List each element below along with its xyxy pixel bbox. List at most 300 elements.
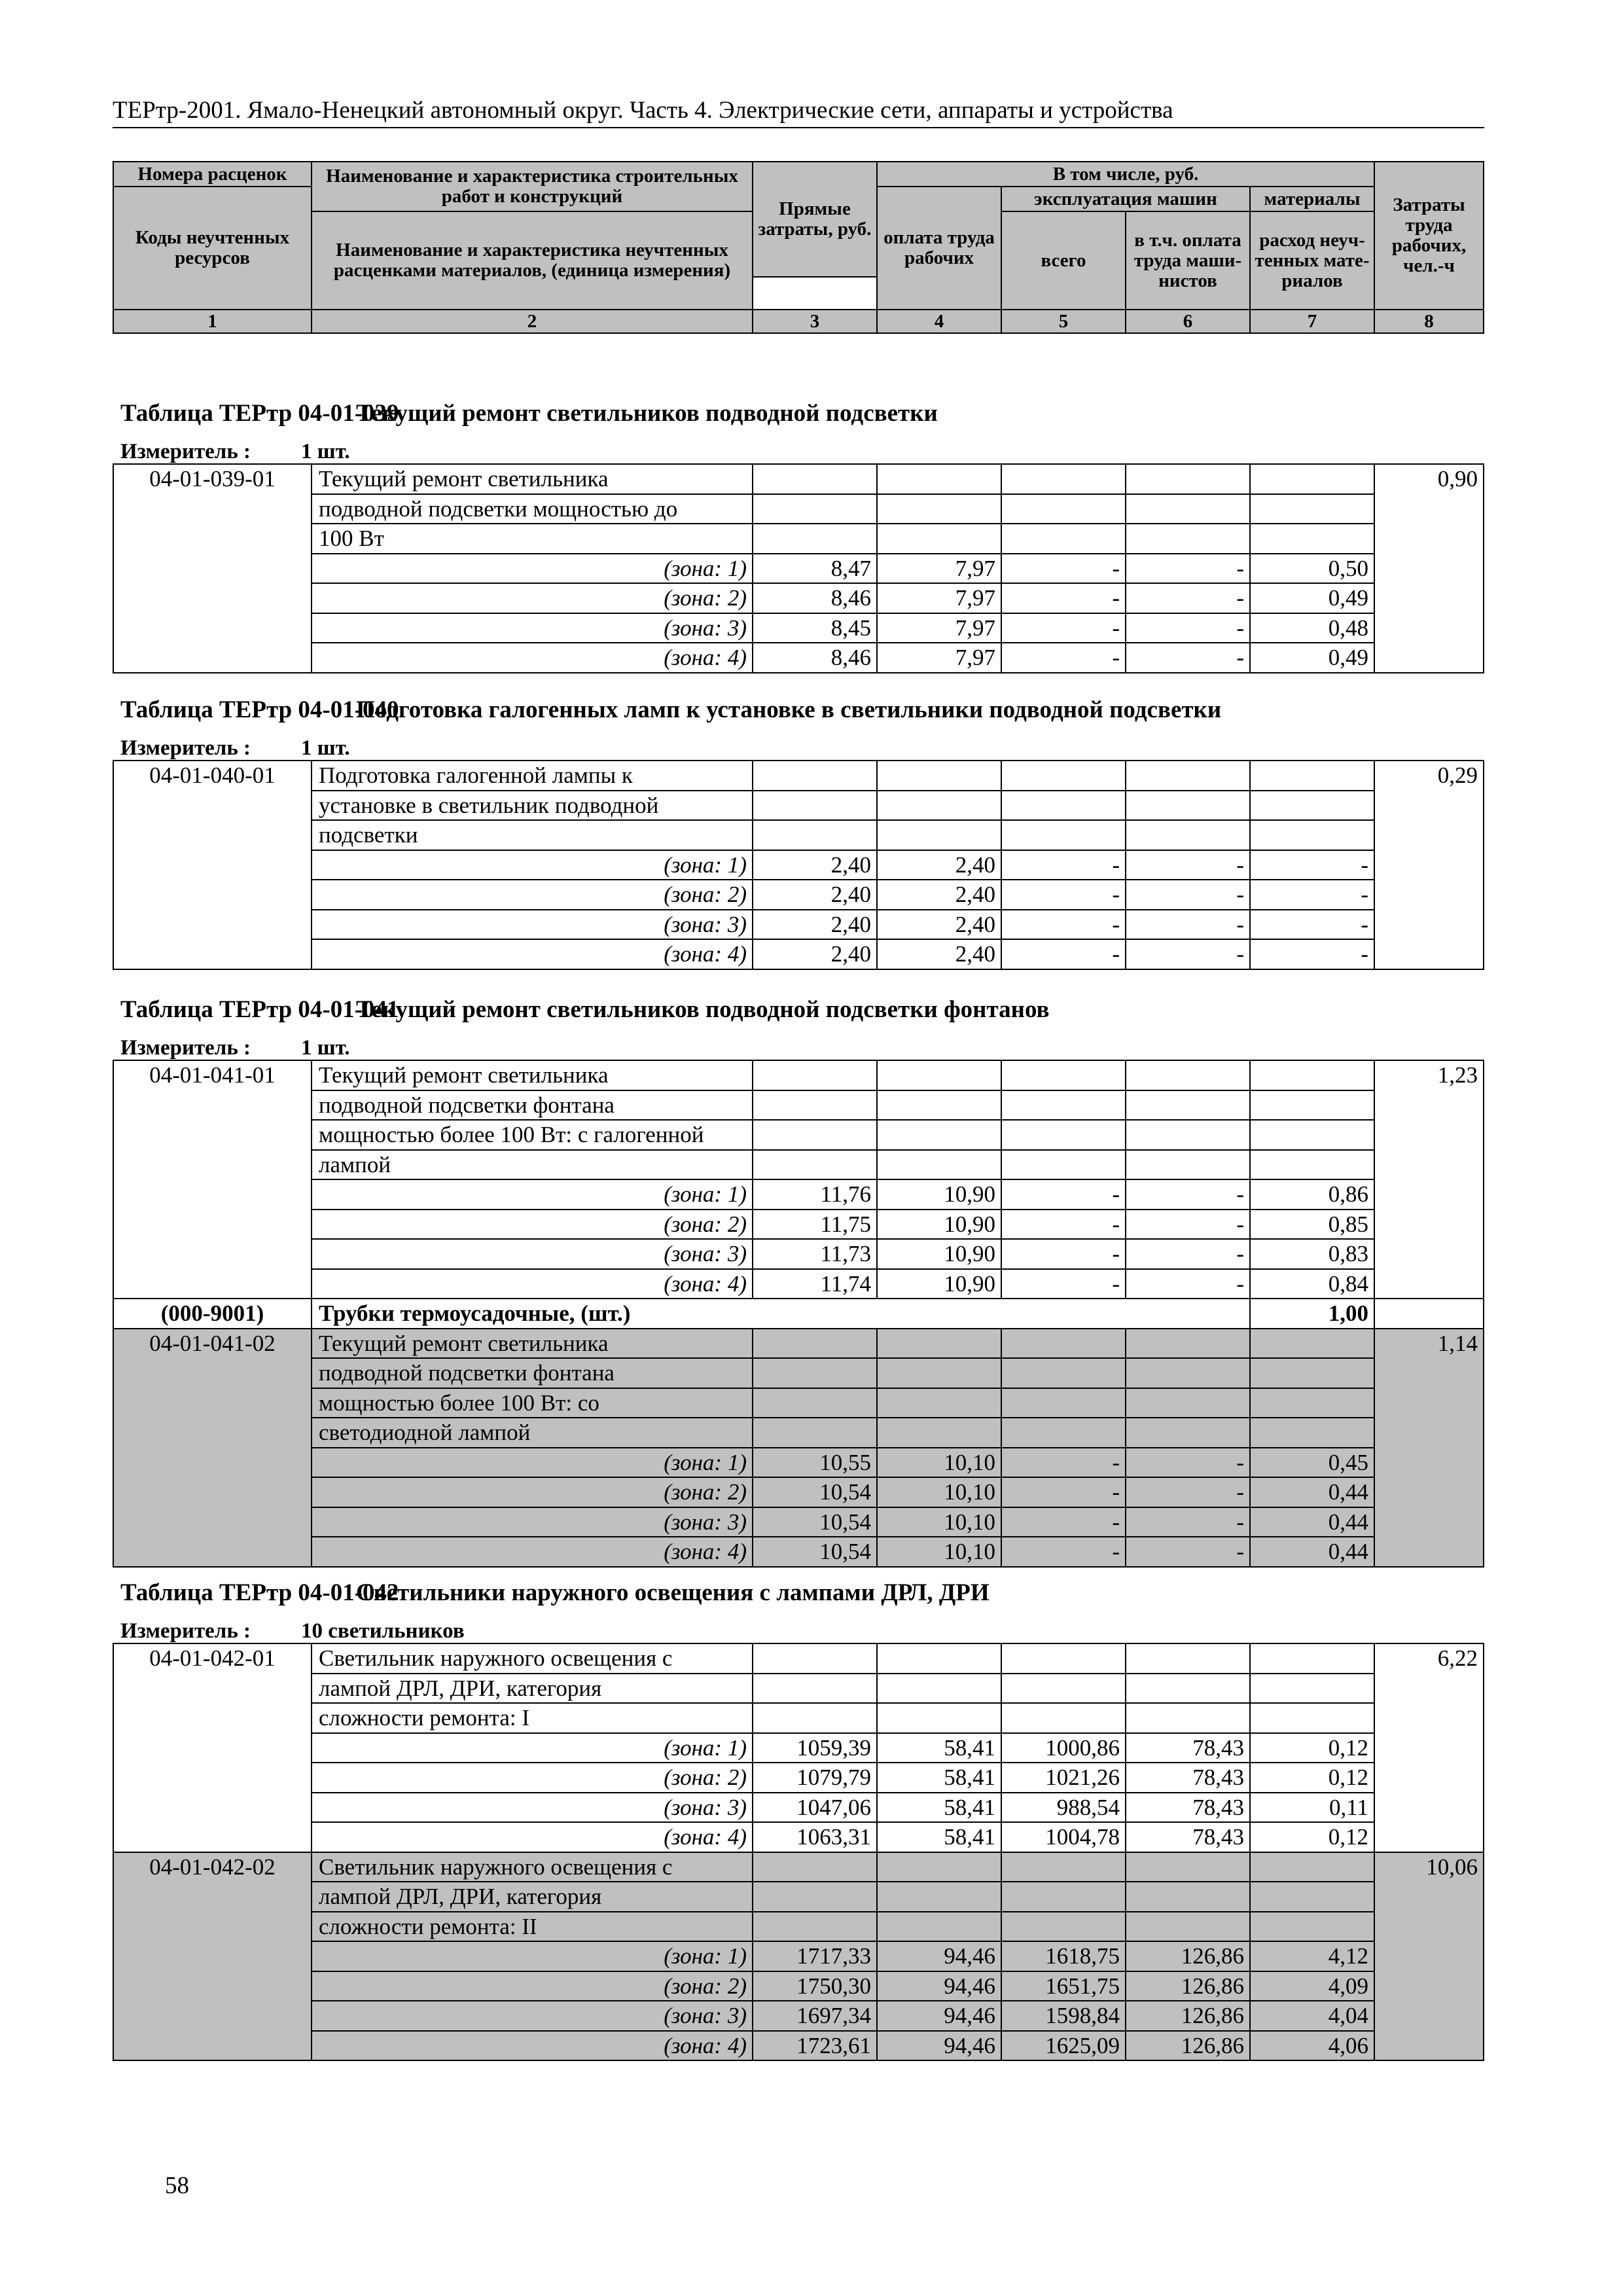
labor-cost: 1,23 — [1374, 1060, 1484, 1299]
empty-cell — [1250, 1358, 1374, 1388]
materials-cost: 0,45 — [1250, 1448, 1374, 1478]
empty-cell — [753, 464, 877, 494]
empty-cell — [1001, 524, 1126, 554]
rate-code: 04-01-042-02 — [113, 1852, 312, 2061]
empty-cell — [1250, 1643, 1374, 1674]
table-row — [113, 1448, 1484, 1478]
table-row — [113, 1912, 1484, 1942]
empty-cell — [877, 1388, 1001, 1418]
measure-label: Измеритель : — [120, 1036, 251, 1060]
table-row — [113, 464, 1484, 494]
empty-cell — [1126, 494, 1250, 524]
measure-value: 1 шт. — [301, 736, 350, 760]
empty-cell — [1250, 1090, 1374, 1121]
empty-cell — [1001, 820, 1126, 850]
measure-value: 10 светильников — [301, 1619, 465, 1643]
machinists-wage: 78,43 — [1126, 1793, 1250, 1823]
section-title — [113, 399, 1483, 428]
materials-cost: - — [1250, 880, 1374, 910]
machinists-wage: 126,86 — [1126, 2031, 1250, 2061]
table-row — [113, 524, 1484, 554]
empty-cell — [1001, 1060, 1126, 1090]
empty-cell — [1126, 1329, 1250, 1359]
machines-total: 1651,75 — [1001, 1971, 1126, 2001]
rate-description-line: Текущий ремонт светильника — [312, 1329, 753, 1359]
rate-description-line: светодиодной лампой — [312, 1418, 753, 1448]
table-row — [113, 643, 1484, 673]
zone-label: (зона: 3) — [312, 2001, 753, 2031]
rate-description-line: лампой ДРЛ, ДРИ, категория — [312, 1882, 753, 1912]
worker-wage: 10,10 — [877, 1448, 1001, 1478]
worker-wage: 10,90 — [877, 1210, 1001, 1240]
rate-description-line: сложности ремонта: I — [312, 1703, 753, 1733]
labor-cost: 0,90 — [1374, 464, 1484, 673]
labor-cost: 10,06 — [1374, 1852, 1484, 2061]
table-row — [113, 1329, 1484, 1359]
empty-cell — [877, 1150, 1001, 1180]
empty-cell — [877, 761, 1001, 791]
materials-cost: 0,50 — [1250, 554, 1374, 584]
table-row — [113, 1971, 1484, 2001]
empty-cell — [753, 1090, 877, 1121]
worker-wage: 10,90 — [877, 1269, 1001, 1299]
machines-total: 1618,75 — [1001, 1941, 1126, 1971]
rate-description-line: подводной подсветки фонтана — [312, 1358, 753, 1388]
labor-cost: 6,22 — [1374, 1643, 1484, 1852]
zone-label: (зона: 3) — [312, 1239, 753, 1269]
section-title — [113, 696, 1483, 725]
empty-cell — [1001, 1882, 1126, 1912]
zone-label: (зона: 1) — [312, 1733, 753, 1763]
machines-total: - — [1001, 1448, 1126, 1478]
rate-description-line: лампой ДРЛ, ДРИ, категория — [312, 1674, 753, 1704]
empty-cell — [877, 1120, 1001, 1150]
machinists-wage: - — [1126, 1477, 1250, 1507]
zone-label: (зона: 2) — [312, 880, 753, 910]
rates-table — [113, 1060, 1484, 1568]
header-rate-numbers: Номера расценок — [113, 162, 312, 187]
machines-total: - — [1001, 1507, 1126, 1537]
machinists-wage: - — [1126, 643, 1250, 673]
empty-cell — [1250, 1418, 1374, 1448]
table-row — [113, 910, 1484, 940]
labor-cost: 1,14 — [1374, 1329, 1484, 1567]
worker-wage: 10,90 — [877, 1239, 1001, 1269]
empty-cell — [877, 1060, 1001, 1090]
direct-cost: 1750,30 — [753, 1971, 877, 2001]
rate-section — [113, 696, 1483, 970]
zone-label: (зона: 4) — [312, 939, 753, 969]
empty-cell — [1374, 1299, 1484, 1329]
section-name: Текущий ремонт светильников подводной подсветки — [356, 400, 938, 427]
empty-cell — [1250, 1388, 1374, 1418]
empty-cell — [1250, 1060, 1374, 1090]
machinists-wage: - — [1126, 1269, 1250, 1299]
empty-cell — [1001, 494, 1126, 524]
worker-wage: 7,97 — [877, 643, 1001, 673]
rate-description-line: подводной подсветки мощностью до — [312, 494, 753, 524]
table-row — [113, 1703, 1484, 1733]
materials-cost: 0,44 — [1250, 1537, 1374, 1567]
machinists-wage: - — [1126, 880, 1250, 910]
zone-label: (зона: 1) — [312, 1179, 753, 1210]
header-resource-codes: Коды неучтенных ресурсов — [113, 187, 312, 310]
header-direct-cost: Прямые затраты, руб. — [753, 162, 877, 277]
empty-cell — [1001, 464, 1126, 494]
machines-total: - — [1001, 1210, 1126, 1240]
empty-cell — [1001, 1329, 1126, 1359]
empty-cell — [1250, 1852, 1374, 1882]
rate-description-line: Текущий ремонт светильника — [312, 1060, 753, 1090]
empty-cell — [1001, 1852, 1126, 1882]
column-number: 8 — [1374, 310, 1484, 333]
empty-cell — [877, 1090, 1001, 1121]
section-code: Таблица ТЕРтр 04-01-039 — [120, 400, 399, 427]
machines-total: - — [1001, 1537, 1126, 1567]
zone-label: (зона: 1) — [312, 1448, 753, 1478]
measure-label: Измеритель : — [120, 440, 251, 463]
materials-cost: 0,44 — [1250, 1507, 1374, 1537]
table-row — [113, 791, 1484, 821]
empty-cell — [753, 1060, 877, 1090]
direct-cost: 2,40 — [753, 939, 877, 969]
machinists-wage: - — [1126, 1239, 1250, 1269]
measure-value: 1 шт. — [301, 440, 350, 463]
materials-cost: 4,12 — [1250, 1941, 1374, 1971]
empty-cell — [1001, 1674, 1126, 1704]
header-including: В том числе, руб. — [877, 162, 1374, 187]
machines-total: 1004,78 — [1001, 1822, 1126, 1852]
section-title — [113, 996, 1483, 1024]
materials-cost: 0,12 — [1250, 1763, 1374, 1793]
header-materials: материалы — [1250, 187, 1374, 211]
direct-cost: 1063,31 — [753, 1822, 877, 1852]
direct-cost: 1717,33 — [753, 1941, 877, 1971]
empty-cell — [753, 1120, 877, 1150]
machinists-wage: 126,86 — [1126, 1971, 1250, 2001]
machinists-wage: - — [1126, 1179, 1250, 1210]
worker-wage: 10,10 — [877, 1477, 1001, 1507]
empty-cell — [753, 1912, 877, 1942]
resource-name: Трубки термоусадочные, (шт.) — [312, 1299, 1250, 1329]
rate-description-line: лампой — [312, 1150, 753, 1180]
header-work-name: Наименование и характеристика строительных работ и конструкций — [312, 162, 753, 211]
rates-table — [113, 1643, 1484, 2061]
rates-table — [113, 463, 1484, 673]
empty-cell — [1250, 1912, 1374, 1942]
table-row — [113, 494, 1484, 524]
worker-wage: 94,46 — [877, 2031, 1001, 2061]
worker-wage: 94,46 — [877, 1971, 1001, 2001]
table-row — [113, 1763, 1484, 1793]
measure-unit — [113, 1036, 1483, 1060]
measure-value: 1 шт. — [301, 1036, 350, 1060]
zone-label: (зона: 2) — [312, 583, 753, 613]
empty-cell — [1126, 1852, 1250, 1882]
machines-total: 988,54 — [1001, 1793, 1126, 1823]
section-name: Текущий ремонт светильников подводной подсветки фонтанов — [356, 996, 1050, 1023]
measure-label: Измеритель : — [120, 1619, 251, 1643]
rate-description-line: подводной подсветки фонтана — [312, 1090, 753, 1121]
empty-cell — [877, 1358, 1001, 1388]
rate-description-line: мощностью более 100 Вт: с галогенной — [312, 1120, 753, 1150]
direct-cost: 2,40 — [753, 880, 877, 910]
machines-total: - — [1001, 880, 1126, 910]
materials-cost: 0,83 — [1250, 1239, 1374, 1269]
empty-cell — [1126, 1912, 1250, 1942]
rate-description-line: сложности ремонта: II — [312, 1912, 753, 1942]
materials-cost: 0,44 — [1250, 1477, 1374, 1507]
machines-total: 1598,84 — [1001, 2001, 1126, 2031]
rate-description-line: Светильник наружного освещения с — [312, 1852, 753, 1882]
direct-cost: 1059,39 — [753, 1733, 877, 1763]
zone-label: (зона: 4) — [312, 1269, 753, 1299]
machinists-wage: - — [1126, 1537, 1250, 1567]
empty-cell — [877, 464, 1001, 494]
machines-total: 1000,86 — [1001, 1733, 1126, 1763]
worker-wage: 58,41 — [877, 1733, 1001, 1763]
column-number: 6 — [1126, 310, 1250, 333]
machines-total: 1625,09 — [1001, 2031, 1126, 2061]
table-row — [113, 2001, 1484, 2031]
zone-label: (зона: 4) — [312, 1537, 753, 1567]
direct-cost: 8,45 — [753, 613, 877, 643]
machines-total: - — [1001, 910, 1126, 940]
empty-cell — [1001, 1120, 1126, 1150]
empty-cell — [753, 761, 877, 791]
empty-cell — [1126, 1150, 1250, 1180]
table-row — [113, 761, 1484, 791]
rate-description-line: 100 Вт — [312, 524, 753, 554]
materials-cost: 4,09 — [1250, 1971, 1374, 2001]
zone-label: (зона: 2) — [312, 1210, 753, 1240]
table-row — [113, 1269, 1484, 1299]
machines-total: - — [1001, 1179, 1126, 1210]
table-row — [113, 820, 1484, 850]
empty-cell — [877, 1674, 1001, 1704]
rate-description-line: Текущий ремонт светильника — [312, 464, 753, 494]
empty-cell — [753, 494, 877, 524]
materials-cost: 0,12 — [1250, 1733, 1374, 1763]
rate-section — [113, 996, 1483, 1568]
table-row — [113, 1418, 1484, 1448]
zone-label: (зона: 3) — [312, 613, 753, 643]
empty-cell — [1126, 1643, 1250, 1674]
materials-cost: 0,11 — [1250, 1793, 1374, 1823]
empty-cell — [1001, 791, 1126, 821]
zone-label: (зона: 3) — [312, 910, 753, 940]
labor-cost: 0,29 — [1374, 761, 1484, 969]
materials-cost: 0,85 — [1250, 1210, 1374, 1240]
empty-cell — [1126, 1358, 1250, 1388]
empty-cell — [753, 1882, 877, 1912]
zone-label: (зона: 2) — [312, 1763, 753, 1793]
materials-cost: 4,04 — [1250, 2001, 1374, 2031]
worker-wage: 7,97 — [877, 583, 1001, 613]
empty-cell — [1250, 524, 1374, 554]
empty-cell — [753, 1643, 877, 1674]
rate-description-line: подсветки — [312, 820, 753, 850]
direct-cost: 10,54 — [753, 1477, 877, 1507]
section-code: Таблица ТЕРтр 04-01-041 — [120, 996, 399, 1023]
direct-cost: 1079,79 — [753, 1763, 877, 1793]
worker-wage: 2,40 — [877, 880, 1001, 910]
rate-code: 04-01-040-01 — [113, 761, 312, 969]
column-number: 1 — [113, 310, 312, 333]
empty-cell — [1126, 1674, 1250, 1704]
machines-total: - — [1001, 643, 1126, 673]
measure-unit — [113, 1619, 1483, 1643]
table-row — [113, 1822, 1484, 1852]
materials-cost: 0,86 — [1250, 1179, 1374, 1210]
zone-label: (зона: 2) — [312, 1971, 753, 2001]
machinists-wage: - — [1126, 939, 1250, 969]
table-row — [113, 1239, 1484, 1269]
table-row — [113, 1388, 1484, 1418]
direct-cost: 10,54 — [753, 1507, 877, 1537]
table-row — [113, 2031, 1484, 2061]
rate-description-line: Подготовка галогенной лампы к — [312, 761, 753, 791]
rate-code: 04-01-039-01 — [113, 464, 312, 673]
rate-section — [113, 1579, 1483, 2061]
worker-wage: 58,41 — [877, 1763, 1001, 1793]
empty-cell — [1250, 1674, 1374, 1704]
empty-cell — [1250, 791, 1374, 821]
materials-cost: - — [1250, 939, 1374, 969]
empty-cell — [1001, 1090, 1126, 1121]
empty-cell — [877, 820, 1001, 850]
materials-cost: 0,49 — [1250, 643, 1374, 673]
empty-cell — [1126, 820, 1250, 850]
empty-cell — [1001, 1418, 1126, 1448]
table-row — [113, 1537, 1484, 1567]
machinists-wage: 78,43 — [1126, 1822, 1250, 1852]
table-row — [113, 1643, 1484, 1674]
machinists-wage: - — [1126, 1507, 1250, 1537]
rate-description-line: Светильник наружного освещения с — [312, 1643, 753, 1674]
resource-quantity: 1,00 — [1250, 1299, 1374, 1329]
worker-wage: 10,90 — [877, 1179, 1001, 1210]
empty-cell — [1250, 1150, 1374, 1180]
empty-cell — [753, 1674, 877, 1704]
direct-cost: 10,54 — [753, 1537, 877, 1567]
table-row — [113, 1120, 1484, 1150]
zone-label: (зона: 2) — [312, 1477, 753, 1507]
column-number: 3 — [753, 310, 877, 333]
table-row — [113, 1090, 1484, 1121]
table-row — [113, 1179, 1484, 1210]
table-row — [113, 939, 1484, 969]
empty-cell — [1001, 761, 1126, 791]
table-row — [113, 1477, 1484, 1507]
empty-cell — [1126, 1703, 1250, 1733]
machines-total: - — [1001, 1477, 1126, 1507]
machines-total: - — [1001, 939, 1126, 969]
table-row — [113, 1507, 1484, 1537]
materials-cost: 0,49 — [1250, 583, 1374, 613]
machinists-wage: - — [1126, 613, 1250, 643]
machines-total: 1021,26 — [1001, 1763, 1126, 1793]
empty-cell — [1001, 1358, 1126, 1388]
section-name: Светильники наружного освещения с лампами ДРЛ, ДРИ — [356, 1579, 990, 1606]
machinists-wage: 78,43 — [1126, 1763, 1250, 1793]
table-row — [113, 880, 1484, 910]
zone-label: (зона: 1) — [312, 554, 753, 584]
table-row — [113, 1060, 1484, 1090]
measure-unit — [113, 440, 1483, 463]
zone-label: (зона: 3) — [312, 1507, 753, 1537]
column-number: 4 — [877, 310, 1001, 333]
table-row — [113, 1674, 1484, 1704]
header-machines-total: всего — [1001, 211, 1126, 310]
measure-label: Измеритель : — [120, 736, 251, 760]
section-code: Таблица ТЕРтр 04-01-042 — [120, 1579, 399, 1606]
empty-cell — [877, 524, 1001, 554]
empty-cell — [1126, 1060, 1250, 1090]
worker-wage: 10,10 — [877, 1537, 1001, 1567]
empty-cell — [877, 1703, 1001, 1733]
empty-cell — [877, 494, 1001, 524]
empty-cell — [1126, 761, 1250, 791]
zone-label: (зона: 4) — [312, 1822, 753, 1852]
direct-cost: 8,46 — [753, 583, 877, 613]
machinists-wage: 126,86 — [1126, 2001, 1250, 2031]
direct-cost: 11,73 — [753, 1239, 877, 1269]
column-number: 7 — [1250, 310, 1374, 333]
empty-cell — [753, 1852, 877, 1882]
table-row — [113, 1852, 1484, 1882]
rate-code: 04-01-041-02 — [113, 1329, 312, 1567]
empty-cell — [1001, 1388, 1126, 1418]
worker-wage: 94,46 — [877, 2001, 1001, 2031]
empty-cell — [1250, 494, 1374, 524]
empty-cell — [753, 1358, 877, 1388]
empty-cell — [877, 1643, 1001, 1674]
direct-cost: 1697,34 — [753, 2001, 877, 2031]
empty-cell — [1001, 1703, 1126, 1733]
machinists-wage: - — [1126, 554, 1250, 584]
machinists-wage: 126,86 — [1126, 1941, 1250, 1971]
worker-wage: 94,46 — [877, 1941, 1001, 1971]
column-number: 5 — [1001, 310, 1126, 333]
direct-cost: 1047,06 — [753, 1793, 877, 1823]
table-row — [113, 1150, 1484, 1180]
rates-table — [113, 760, 1484, 970]
machinists-wage: - — [1126, 583, 1250, 613]
section-title — [113, 1579, 1483, 1607]
worker-wage: 2,40 — [877, 850, 1001, 880]
worker-wage: 58,41 — [877, 1822, 1001, 1852]
table-row — [113, 850, 1484, 880]
zone-label: (зона: 3) — [312, 1793, 753, 1823]
rate-code: 04-01-041-01 — [113, 1060, 312, 1299]
direct-cost: 2,40 — [753, 850, 877, 880]
worker-wage: 2,40 — [877, 910, 1001, 940]
empty-cell — [1126, 791, 1250, 821]
machines-total: - — [1001, 1239, 1126, 1269]
direct-cost: 10,55 — [753, 1448, 877, 1478]
measure-unit — [113, 736, 1483, 760]
page-number: 58 — [165, 2172, 189, 2199]
table-row — [113, 1210, 1484, 1240]
empty-cell — [753, 524, 877, 554]
empty-cell — [877, 791, 1001, 821]
zone-label: (зона: 4) — [312, 2031, 753, 2061]
machines-total: - — [1001, 613, 1126, 643]
empty-cell — [1250, 761, 1374, 791]
rate-section — [113, 399, 1483, 673]
machinists-wage: - — [1126, 910, 1250, 940]
